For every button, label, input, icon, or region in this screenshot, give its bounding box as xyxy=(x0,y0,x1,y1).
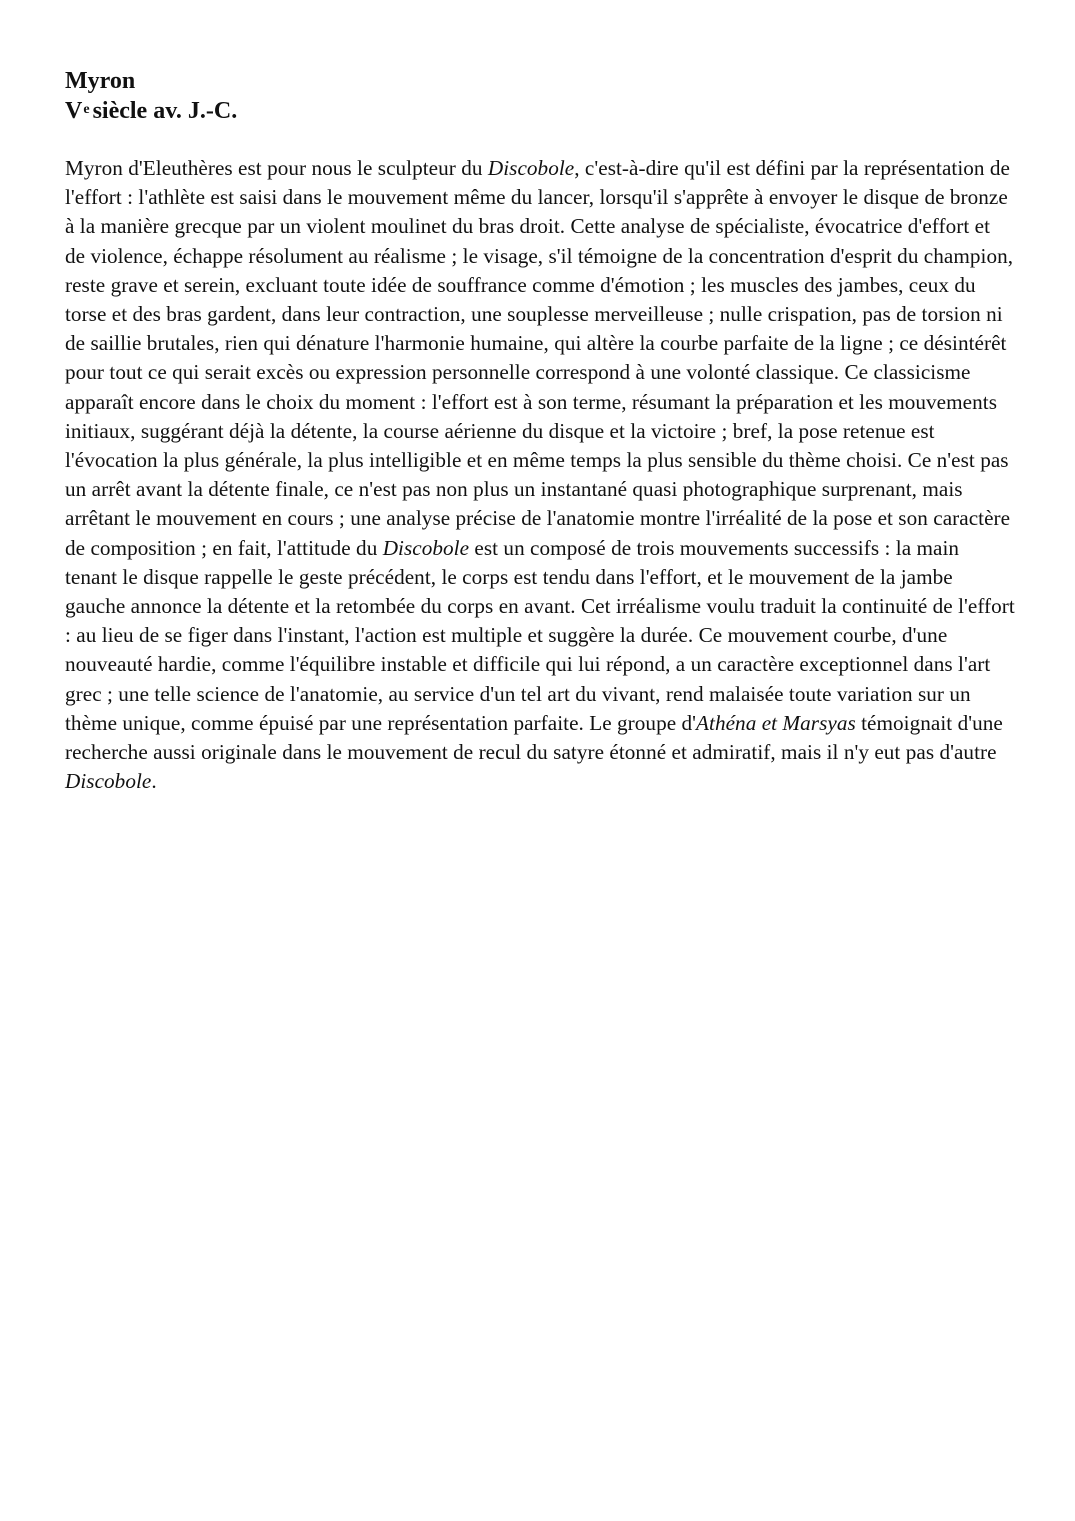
period-line xyxy=(65,98,237,124)
body-paragraph xyxy=(65,154,1015,796)
work-title-discobole-1: Discobole xyxy=(487,156,575,180)
artist-name: Myron xyxy=(65,68,136,94)
document-title xyxy=(65,66,1015,126)
century-rest: siècle av. J.-C. xyxy=(92,98,238,124)
body-segment-5: . xyxy=(151,769,157,794)
century-suffix: e xyxy=(83,102,90,117)
body-segment-1: Myron d'Eleuthères est pour nous le sculpteur du xyxy=(65,156,488,180)
work-title-athena-marsyas: Athéna et Marsyas xyxy=(696,710,856,735)
body-segment-3: est un composé de trois mouvements successifs : la main tenant le disque rappelle le geste précédent, le corps est tendu dans l'effort, et le mouvement de la jambe gauche annonce la détente et la retombée du corps en avant. Cet irréalisme voulu traduit la continuité de l'effort : au lieu de se figer dans l'instant, l'action est multiple et suggère la durée. Ce mouvement courbe, d'une nouveauté hardie, comme l'équilibre instable et difficile qui lui répond, a un caractère exceptionnel dans l'art grec ; une telle science de l'anatomie, au service d'un tel art du vivant, rend malaisée toute variation sur un thème unique, comme épuisé par une représentation parfaite. Le groupe d' xyxy=(65,535,1015,735)
work-title-discobole-2: Discobole xyxy=(382,535,470,560)
body-segment-2: , c'est-à-dire qu'il est défini par la représentation de l'effort : l'athlète est saisi dans le mouvement même du lancer, lorsqu'il s'apprête à envoyer le disque de bronze à la manière grecque par un violent moulinet du bras droit. Cette analyse de spécialiste, évocatrice d'effort et de violence, échappe résolument au réalisme ; le visage, s'il témoigne de la concentration d'esprit du champion, reste grave et serein, excluant toute idée de souffrance comme d'émotion ; les muscles des jambes, ceux du torse et des bras gardent, dans leur contraction, une souplesse merveilleuse ; nulle crispation, pas de torsion ni de saillie brutales, rien qui dénature l'harmonie humaine, qui altère la courbe parfaite de la ligne ; ce désintérêt pour tout ce qui serait excès ou expression personnelle correspond à une volonté classique. Ce classicisme apparaît encore dans le choix du moment : l'effort est à son terme, résumant la préparation et les mouvements initiaux, suggérant déjà la détente, la course aérienne du disque et la victoire ; bref, la pose retenue est l'évocation la plus générale, la plus intelligible et en même temps la plus sensible du thème choisi. Ce n'est pas un arrêt avant la détente finale, ce n'est pas non plus un instantané quasi photographique surprenant, mais arrêtant le mouvement en cours ; une analyse précise de l'anatomie montre l'irréalité de la pose et son caractère de composition ; en fait, l'attitude du xyxy=(65,156,1014,560)
body-segment-4: témoignait d'une recherche aussi originale dans le mouvement de recul du satyre étonné et admiratif, mais il n'y eut pas d'autre xyxy=(65,710,1003,765)
work-title-discobole-3: Discobole xyxy=(65,769,152,794)
century-numeral: V xyxy=(65,98,83,124)
